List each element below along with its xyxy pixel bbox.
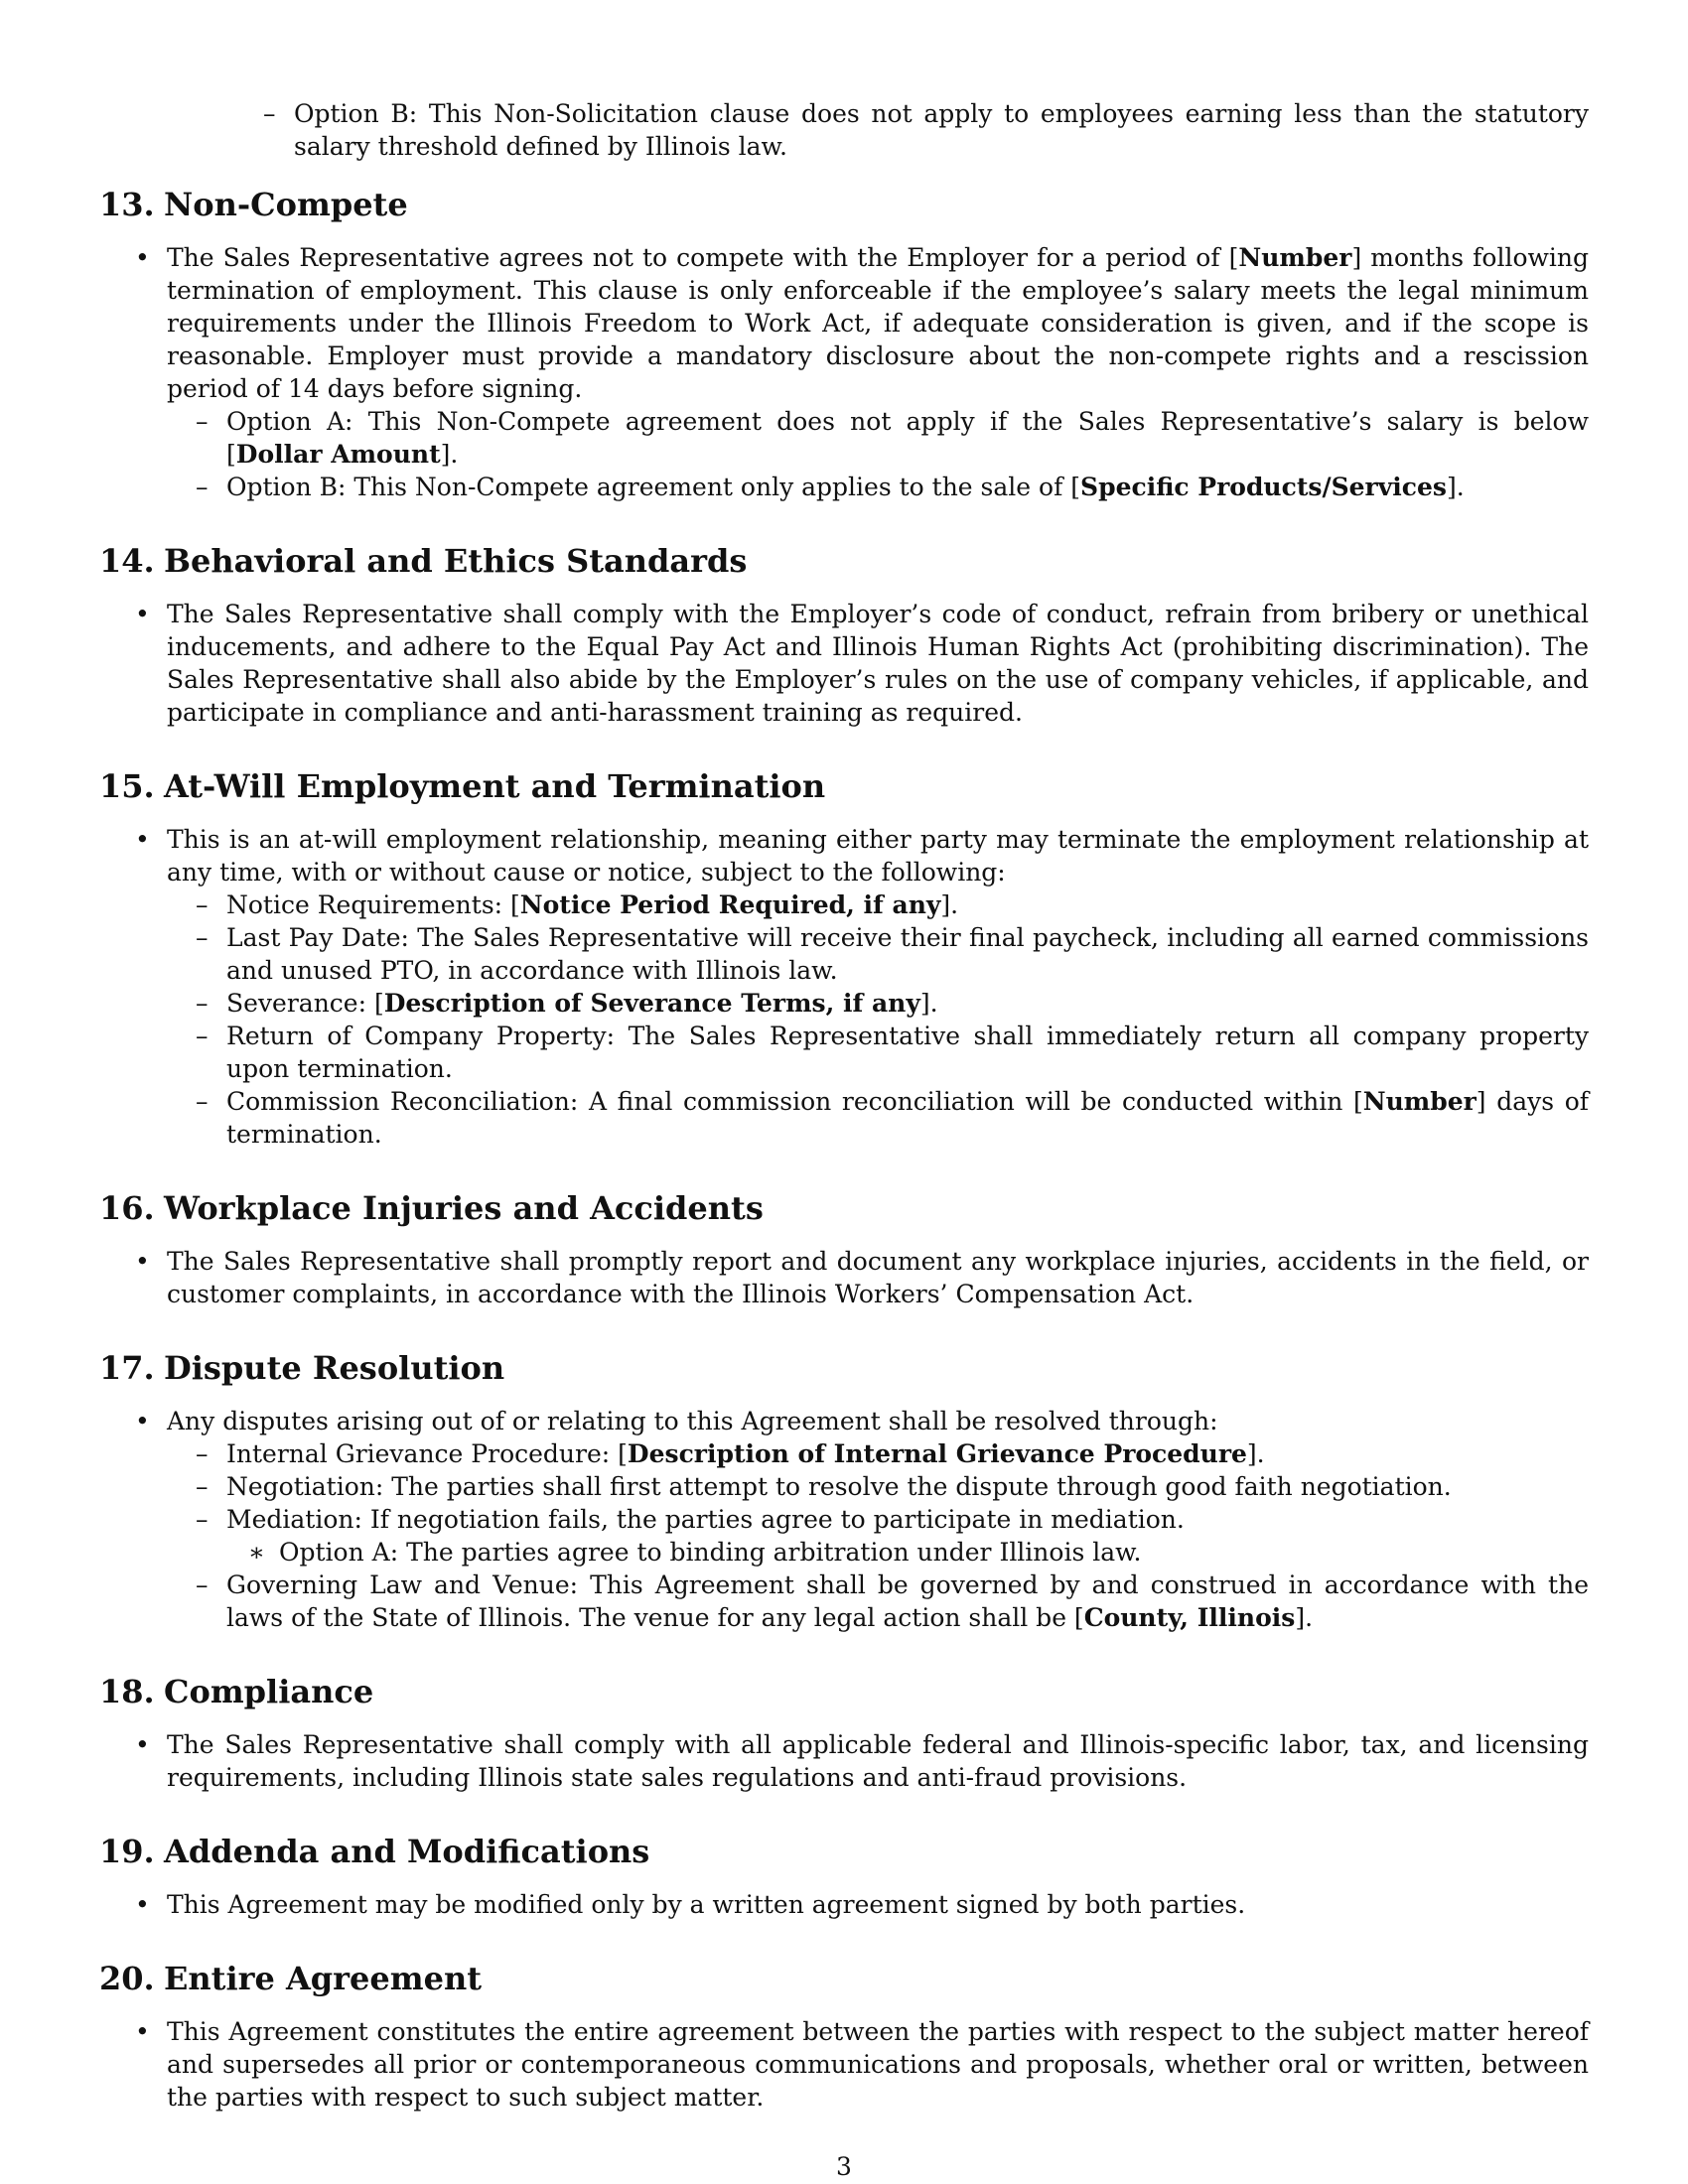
notice-requirements: – Notice Requirements: [Notice Period Required, if any]. — [196, 890, 959, 919]
section-heading: 20. Entire Agreement — [99, 1960, 482, 1997]
dash-marker: – — [196, 1570, 209, 1599]
non-solicitation-option-b: – Option B: This Non-Solicitation clause does not apply to employees earning less than the statutory salary threshold defined by Illinois law. — [263, 99, 1589, 161]
section-compliance — [99, 1672, 1589, 1794]
bullet-marker: • — [135, 600, 150, 628]
dash-marker: – — [196, 1505, 209, 1534]
bullet-marker: • — [135, 1407, 150, 1435]
dash-marker: – — [263, 99, 276, 128]
dash-marker: – — [196, 1472, 209, 1501]
list-item: • The Sales Representative shall comply with all applicable federal and Illinois-specific labor, tax, and licensing requirements, including Illinois state sales regulations and anti-fraud provisions. — [135, 1730, 1589, 1792]
bullet-marker: • — [135, 243, 150, 272]
section-at-will-employment — [99, 766, 1589, 1151]
list-item: • This Agreement may be modified only by a written agreement signed by both parties. — [135, 1890, 1246, 1919]
section-heading: 15. At-Will Employment and Termination — [99, 767, 826, 805]
dash-marker: – — [196, 407, 209, 436]
return-of-property: – Return of Company Property: The Sales Representative shall immediately return all company property upon termination. — [196, 1022, 1589, 1083]
list-item: • This Agreement constitutes the entire agreement between the parties with respect to the subject matter hereof and supersedes all prior or contemporaneous communications and proposals, whether oral or written, between the parties with respect to such subject matter. — [135, 2017, 1589, 2112]
list-item: • Any disputes arising out of or relating to this Agreement shall be resolved through: — [135, 1407, 1218, 1435]
negotiation: – Negotiation: The parties shall first attempt to resolve the dispute through good faith negotiation. — [196, 1472, 1452, 1501]
page-number: 3 — [836, 2152, 852, 2181]
mediation-option-a: ∗ Option A: The parties agree to binding arbitration under Illinois law. — [248, 1538, 1142, 1567]
section-heading: 14. Behavioral and Ethics Standards — [99, 542, 748, 580]
section-heading: 19. Addenda and Modifications — [99, 1833, 650, 1870]
section-dispute-resolution — [99, 1348, 1589, 1634]
section-heading: 18. Compliance — [99, 1673, 374, 1710]
bullet-marker: • — [135, 1890, 150, 1919]
dash-marker: – — [196, 923, 209, 952]
document-page — [99, 97, 1589, 2151]
section-non-compete — [99, 185, 1589, 503]
list-item: • The Sales Representative shall promptly report and document any workplace injuries, accidents in the field, or customer complaints, in accordance with the Illinois Workers’ Compensation Act. — [135, 1247, 1589, 1308]
section-heading: 17. Dispute Resolution — [99, 1349, 505, 1387]
dash-marker: – — [196, 1439, 209, 1468]
last-pay-date: – Last Pay Date: The Sales Representative will receive their final paycheck, including all earned commissions and unused PTO, in accordance with Illinois law. — [196, 923, 1589, 985]
list-item: • The Sales Representative agrees not to compete with the Employer for a period of [Number] months following termination of employment. This clause is only enforceable if the employee’s salary meets the legal minimum requirements under the Illinois Freedom to Work Act, if adequate consideration is given, and if the scope is reasonable. Employer must provide a mandatory disclosure about the non-compete rights and a rescission period of 14 days before signing. — [135, 243, 1589, 403]
list-item: • This is an at-will employment relationship, meaning either party may terminate the employment relationship at any time, with or without cause or notice, subject to the following: — [135, 825, 1589, 887]
section-heading: 16. Workplace Injuries and Accidents — [99, 1189, 764, 1227]
section-workplace-injuries — [99, 1188, 1589, 1310]
internal-grievance: – Internal Grievance Procedure: [Description of Internal Grievance Procedure]. — [196, 1439, 1265, 1468]
asterisk-marker: ∗ — [248, 1538, 265, 1567]
section-heading: 13. Non-Compete — [99, 186, 408, 223]
dash-marker: – — [196, 890, 209, 919]
governing-law-venue: – Governing Law and Venue: This Agreement shall be governed by and construed in accordance with the laws of the State of Illinois. The venue for any legal action shall be [County, Illinois]. — [196, 1570, 1589, 1632]
section-behavioral-ethics — [99, 541, 1589, 729]
dash-marker: – — [196, 1087, 209, 1116]
option-b: – Option B: This Non-Compete agreement only applies to the sale of [Specific Products/Services]. — [196, 473, 1465, 501]
mediation: – Mediation: If negotiation fails, the parties agree to participate in mediation. — [196, 1505, 1185, 1534]
commission-reconciliation: – Commission Reconciliation: A final commission reconciliation will be conducted within [Number] days of termination. — [196, 1087, 1589, 1149]
section-entire-agreement — [99, 1959, 1589, 2114]
dash-marker: – — [196, 473, 209, 501]
bullet-marker: • — [135, 825, 150, 854]
dash-marker: – — [196, 989, 209, 1018]
bullet-marker: • — [135, 2017, 150, 2046]
bullet-marker: • — [135, 1247, 150, 1276]
bullet-marker: • — [135, 1730, 150, 1759]
list-item: • The Sales Representative shall comply with the Employer’s code of conduct, refrain from bribery or unethical inducements, and adhere to the Equal Pay Act and Illinois Human Rights Act (prohibiting discrimination). The Sales Representative shall also abide by the Employer’s rules on the use of company vehicles, if applicable, and participate in compliance and anti-harassment training as required. — [135, 600, 1589, 727]
section-addenda — [99, 1832, 1589, 1921]
option-a: – Option A: This Non-Compete agreement does not apply if the Sales Representative’s salary is below [Dollar Amount]. — [196, 407, 1589, 469]
severance: – Severance: [Description of Severance Terms, if any]. — [196, 989, 938, 1018]
dash-marker: – — [196, 1022, 209, 1050]
